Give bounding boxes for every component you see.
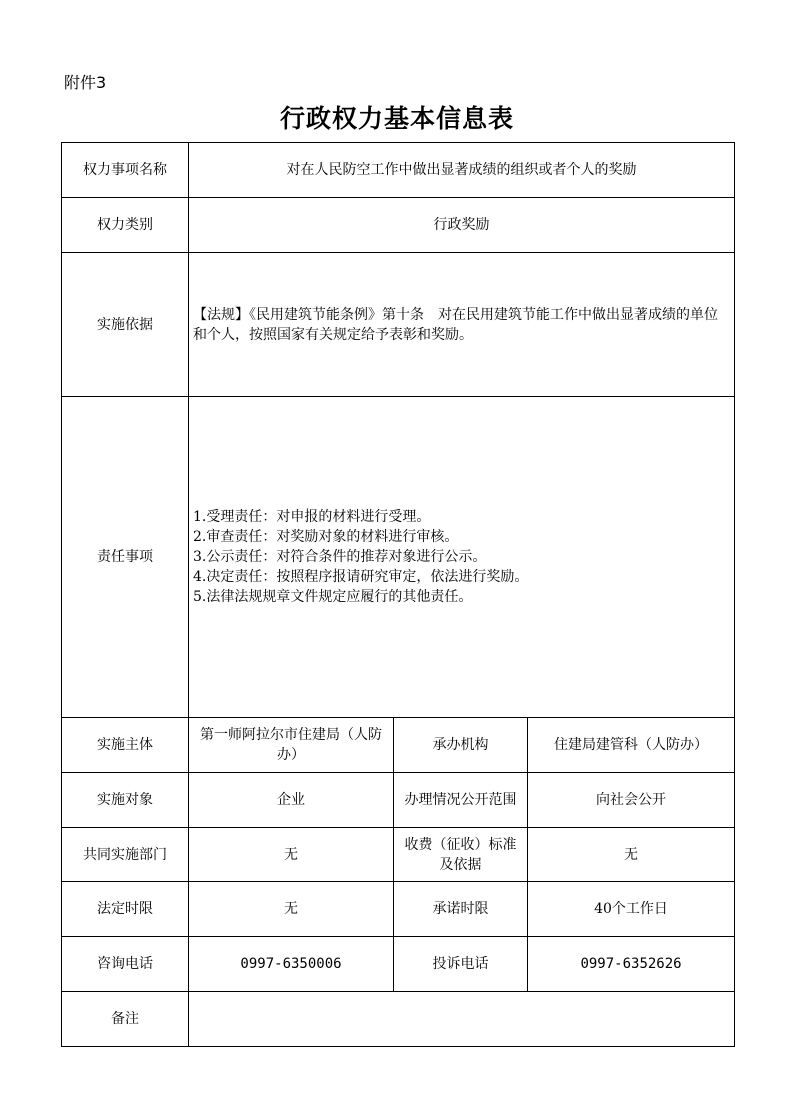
page-title: 行政权力基本信息表 — [279, 104, 514, 133]
table-row-joint — [62, 828, 735, 882]
cell-label-remark: 备注 — [62, 992, 189, 1047]
duty-item: 2.审查责任：对奖励对象的材料进行审核。 — [193, 529, 459, 545]
duty-item: 5.法律法规规章文件规定应履行的其他责任。 — [193, 589, 473, 605]
cell-label-agency: 承办机构 — [394, 718, 528, 773]
cell-label-target: 实施对象 — [62, 773, 189, 828]
info-table — [61, 142, 735, 1047]
cell-label-joint: 共同实施部门 — [62, 828, 189, 882]
cell-value-subject: 第一师阿拉尔市住建局（人防办） — [189, 718, 394, 773]
cell-label-fee: 收费（征收）标准及依据 — [394, 828, 528, 882]
cell-label-name: 权力事项名称 — [62, 143, 189, 198]
cell-value-fee: 无 — [528, 828, 735, 882]
cell-label-duties: 责任事项 — [62, 397, 189, 718]
cell-label-legal-time: 法定时限 — [62, 882, 189, 937]
cell-label-subject: 实施主体 — [62, 718, 189, 773]
cell-label-consult-phone: 咨询电话 — [62, 937, 189, 992]
duty-item: 3.公示责任：对符合条件的推荐对象进行公示。 — [193, 549, 487, 565]
cell-value-basis: 【法规】《民用建筑节能条例》第十条 对在民用建筑节能工作中做出显著成绩的单位和个人，按照国家有关规定给予表彰和奖励。 — [189, 253, 735, 397]
table-row-timelimit — [62, 882, 735, 937]
cell-value-name: 对在人民防空工作中做出显著成绩的组织或者个人的奖励 — [189, 143, 735, 198]
duty-item: 4.决定责任：按照程序报请研究审定，依法进行奖励。 — [193, 569, 529, 585]
cell-label-complaint-phone: 投诉电话 — [394, 937, 528, 992]
cell-value-scope: 向社会公开 — [528, 773, 735, 828]
cell-label-scope: 办理情况公开范围 — [394, 773, 528, 828]
attachment-label: 附件3 — [64, 73, 107, 92]
cell-value-category: 行政奖励 — [189, 198, 735, 253]
cell-value-joint: 无 — [189, 828, 394, 882]
cell-value-complaint-phone: 0997-6352626 — [528, 937, 735, 992]
cell-value-duties — [189, 397, 735, 718]
table-row-subject — [62, 718, 735, 773]
table-row-basis — [62, 253, 735, 397]
cell-label-category: 权力类别 — [62, 198, 189, 253]
table-row-duties — [62, 397, 735, 718]
table-row-remark — [62, 992, 735, 1047]
cell-label-basis: 实施依据 — [62, 253, 189, 397]
table-row-target — [62, 773, 735, 828]
duty-item: 1.受理责任：对申报的材料进行受理。 — [193, 509, 431, 525]
cell-value-promise-time: 40个工作日 — [528, 882, 735, 937]
table-row-phone — [62, 937, 735, 992]
cell-value-target: 企业 — [189, 773, 394, 828]
table-row-category — [62, 198, 735, 253]
cell-value-remark — [189, 992, 735, 1047]
cell-label-promise-time: 承诺时限 — [394, 882, 528, 937]
cell-value-legal-time: 无 — [189, 882, 394, 937]
cell-value-consult-phone: 0997-6350006 — [189, 937, 394, 992]
table-row-name — [62, 143, 735, 198]
cell-value-agency: 住建局建管科（人防办） — [528, 718, 735, 773]
